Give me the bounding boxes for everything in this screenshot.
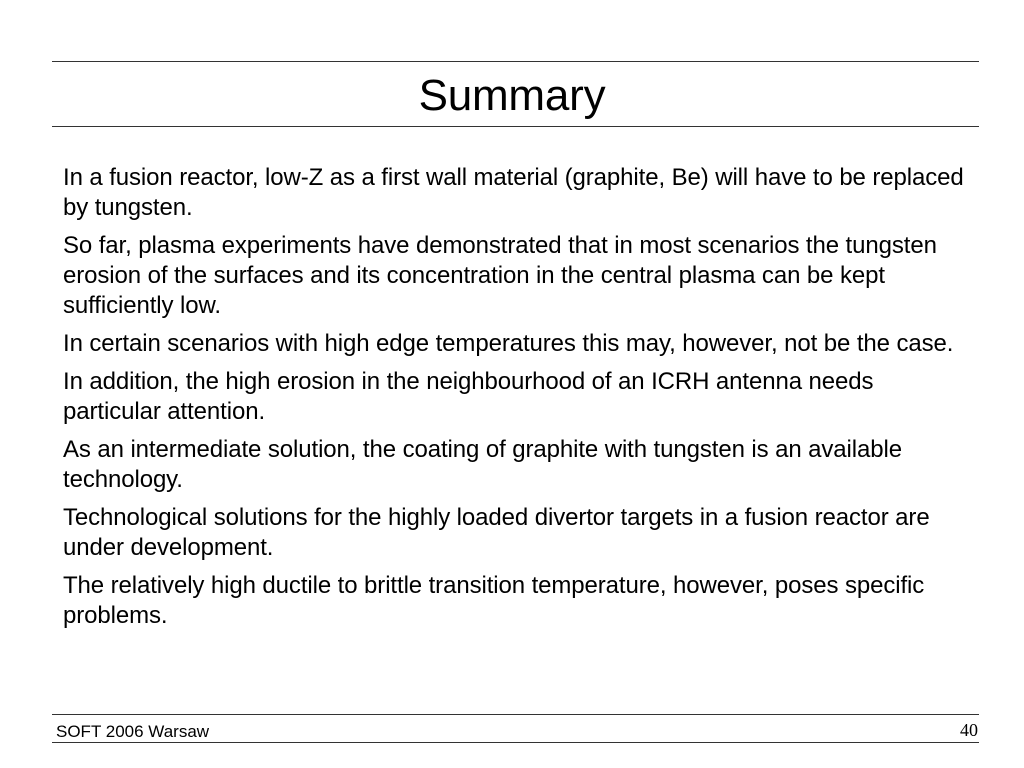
summary-paragraph: In a fusion reactor, low-Z as a first wall material (graphite, Be) will have to be replaced by tungsten. (63, 164, 964, 221)
title-divider (52, 126, 979, 127)
summary-paragraph: So far, plasma experiments have demonstrated that in most scenarios the tungsten erosion of the surfaces and its concentration in the central plasma can be kept sufficiently low. (63, 232, 937, 319)
footer-conference: SOFT 2006 Warsaw (56, 722, 210, 741)
slide-body (63, 163, 973, 639)
summary-paragraph: In certain scenarios with high edge temperatures this may, however, not be the case. (63, 330, 954, 357)
summary-paragraph: In addition, the high erosion in the neighbourhood of an ICRH antenna needs particular attention. (63, 368, 874, 425)
footer-bottom-divider (52, 742, 979, 743)
top-divider (52, 61, 979, 62)
slide-title: Summary (418, 71, 606, 120)
page-number: 40 (960, 720, 978, 740)
summary-paragraph: As an intermediate solution, the coating of graphite with tungsten is an available technology. (63, 436, 902, 493)
summary-paragraph: The relatively high ductile to brittle transition temperature, however, poses specific problems. (63, 572, 925, 629)
summary-paragraph: Technological solutions for the highly loaded divertor targets in a fusion reactor are under development. (63, 504, 930, 561)
footer-top-divider (52, 714, 979, 715)
